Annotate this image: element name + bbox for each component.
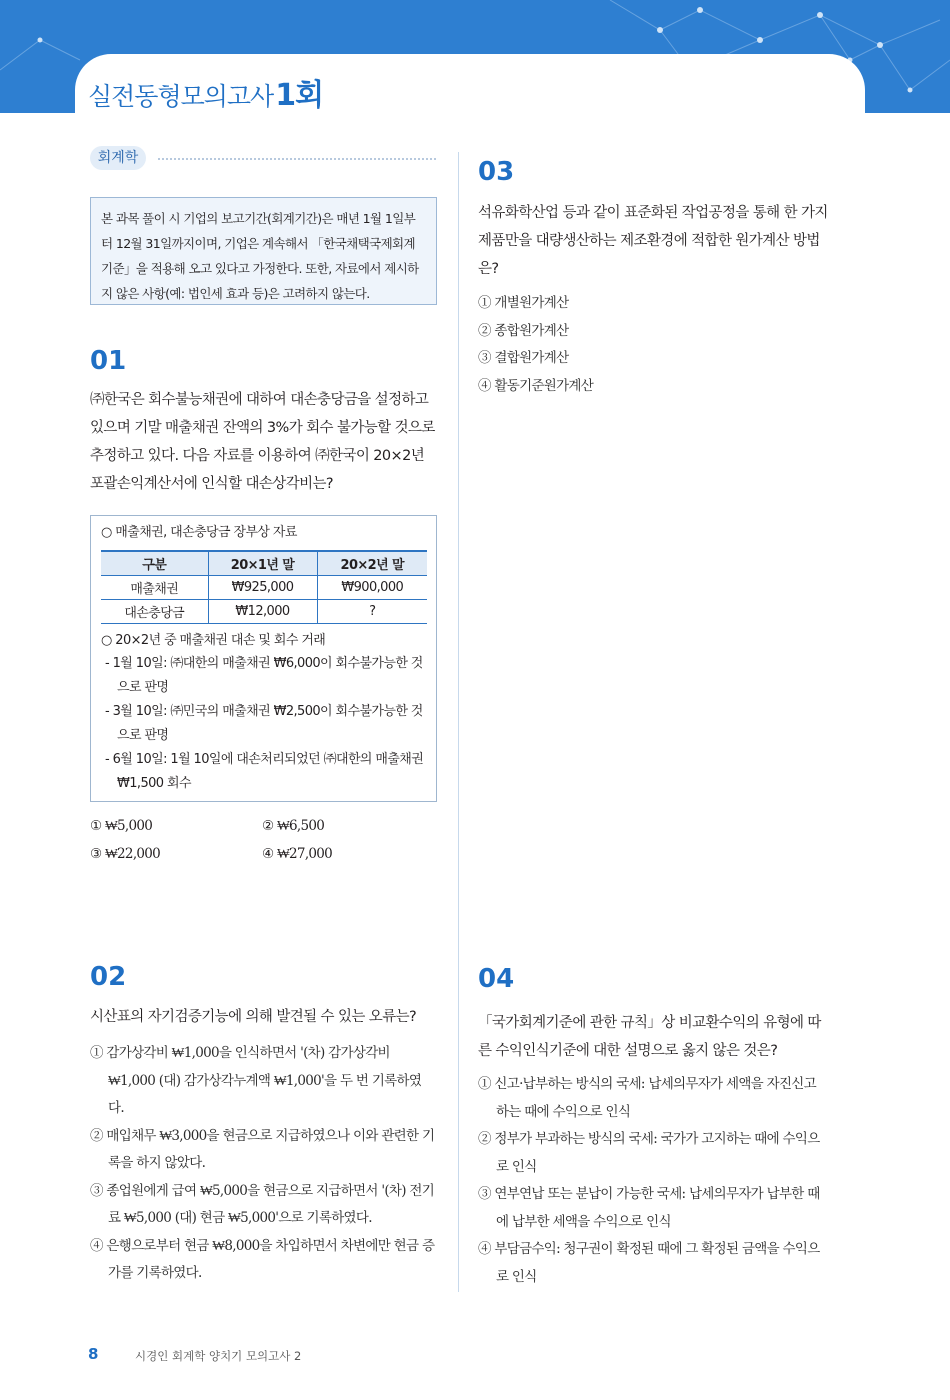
answer-option[interactable]: ② 매입채무 ₩3,000을 현금으로 지급하였으나 이와 관련한 기록을 하지 않았다. [90, 1127, 435, 1171]
answer-option[interactable]: ③ 종업원에게 급여 ₩5,000을 현금으로 지급하면서 '(차) 전기료 ₩5,000 (대) 현금 ₩5,000'으로 기록하였다. [90, 1182, 435, 1226]
transaction-item: - 3월 10일: ㈜민국의 매출채권 ₩2,500이 회수불가능한 것으로 판명 [105, 703, 423, 743]
answer-options [478, 1071, 828, 1291]
table-cell: ₩900,000 [317, 575, 427, 599]
table-header: 20×2년 말 [317, 551, 427, 575]
answer-options [478, 290, 828, 400]
answer-option[interactable]: ④ 활동기준원가계산 [478, 377, 594, 394]
dotted-divider [158, 158, 436, 160]
book-title: 시경인 회계학 양치기 모의고사 2 [135, 1349, 302, 1363]
table-row [101, 599, 427, 623]
transaction-item: - 6월 10일: 1월 10일에 대손처리되었던 ㈜대한의 매출채권 ₩1,500 회수 [105, 751, 424, 791]
table-row [101, 575, 427, 599]
answer-options [90, 1040, 437, 1288]
question-number: 02 [90, 962, 127, 992]
answer-option[interactable]: ① 감가상각비 ₩1,000을 인식하면서 '(차) 감가상각비 ₩1,000 (대) 감가상각누계액 ₩1,000'을 두 번 기록하였다. [90, 1045, 422, 1116]
notice-box: 본 과목 풀이 시 기업의 보고기간(회계기간)은 매년 1월 1일부터 12월 31일까지이며, 기업은 계속해서 「한국채택국제회계기준」을 적용해 오고 있다고 가정한다. 또한, 자료에서 제시하지 않은 사항(예: 법인세 효과 등)은 고려하지 않는다. [90, 197, 437, 305]
table-header: 구분 [101, 551, 208, 575]
answer-option[interactable]: ④ 부담금수익: 청구권이 확정된 때에 그 확정된 금액을 수익으로 인식 [478, 1241, 820, 1285]
answer-option[interactable]: ③ 연부연납 또는 분납이 가능한 국세: 납세의무자가 납부한 때에 납부한 세액을 수익으로 인식 [478, 1186, 820, 1230]
answer-option[interactable]: ④ ₩27,000 [262, 846, 333, 862]
answer-option[interactable]: ① 개별원가계산 [478, 295, 569, 311]
column-divider [458, 152, 459, 1292]
table-cell: ₩925,000 [208, 575, 317, 599]
transaction-item: - 1월 10일: ㈜대한의 매출채권 ₩6,000이 회수불가능한 것으로 판명 [105, 655, 423, 695]
table-cell: 매출채권 [101, 575, 208, 599]
answer-option[interactable]: ② 종합원가계산 [478, 322, 569, 339]
ledger-table [101, 550, 427, 624]
answer-option[interactable]: ② ₩6,500 [262, 818, 325, 834]
answer-options [90, 812, 437, 868]
answer-option[interactable]: ② 정부가 부과하는 방식의 국세: 국가가 고지하는 때에 수익으로 인식 [478, 1131, 820, 1175]
table-cell: ₩12,000 [208, 599, 317, 623]
question-text: 시산표의 자기검증기능에 의해 발견될 수 있는 오류는? [90, 1009, 417, 1025]
answer-option[interactable]: ④ 은행으로부터 현금 ₩8,000을 차입하면서 차변에만 현금 증가를 기록하였다. [90, 1237, 435, 1281]
answer-option[interactable]: ③ 결합원가계산 [478, 350, 569, 366]
question-text: ㈜한국은 회수불능채권에 대하여 대손충당금을 설정하고 있으며 기말 매출채권 잔액의 3%가 회수 불가능할 것으로 추정하고 있다. 다음 자료를 이용하여 ㈜한국이 20×2년 포괄손익계산서에 인식할 대손상각비는? [90, 392, 435, 492]
answer-option[interactable]: ③ ₩22,000 [90, 846, 161, 862]
question-text: 「국가회계기준에 관한 규칙」상 비교환수익의 유형에 따른 수익인식기준에 대한 설명으로 옳지 않은 것은? [478, 1015, 821, 1059]
exam-number: 1회 [275, 78, 324, 113]
answer-option[interactable]: ① ₩5,000 [90, 818, 153, 834]
data-box-title: ○ 매출채권, 대손충당금 장부상 자료 [101, 525, 297, 540]
question-number: 03 [478, 157, 515, 187]
table-header: 20×1년 말 [208, 551, 317, 575]
table-cell: ? [317, 599, 427, 623]
exam-title: 실전동형모의고사1회 [88, 78, 324, 113]
question-number: 01 [90, 346, 127, 376]
data-box [90, 515, 437, 802]
transactions-title: ○ 20×2년 중 매출채권 대손 및 회수 거래 [101, 632, 326, 648]
subject-tag: 회계학 [90, 146, 146, 170]
table-header-row [101, 551, 427, 575]
table-cell: 대손충당금 [101, 599, 208, 623]
page-number: 8 [88, 1345, 99, 1363]
question-number: 04 [478, 964, 515, 994]
answer-option[interactable]: ① 신고·납부하는 방식의 국세: 납세의무자가 세액을 자진신고 하는 때에 수익으로 인식 [478, 1076, 816, 1120]
question-text: 석유화학산업 등과 같이 표준화된 작업공정을 통해 한 가지 제품만을 대량생산하는 제조환경에 적합한 원가계산 방법은? [478, 205, 828, 277]
